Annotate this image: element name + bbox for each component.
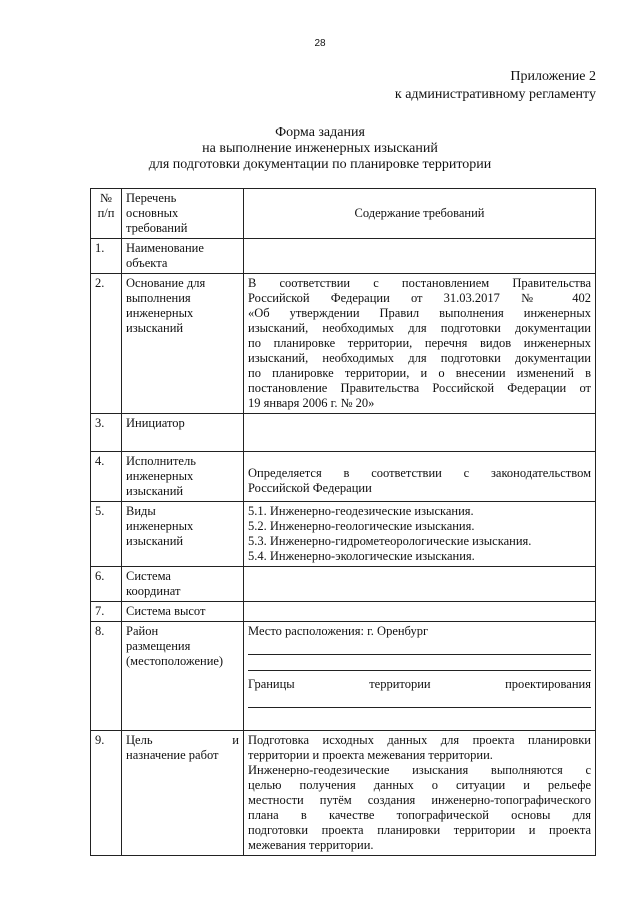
table-row (91, 239, 596, 274)
row-label-text: изысканий (126, 484, 184, 498)
content-line: 19 января 2006 г. № 20» (248, 396, 375, 410)
table-row (91, 602, 596, 622)
row-label-text: выполнения (126, 291, 191, 305)
row-label (122, 502, 244, 567)
row-num: 7. (91, 602, 122, 622)
row-label-text: размещения (126, 639, 191, 653)
row-label-text: координат (126, 584, 181, 598)
row-label-text: Инициатор (126, 416, 185, 430)
header-list-text: Перечень (126, 191, 177, 205)
row-label-text: инженерных (126, 469, 194, 483)
row-num: 2. (91, 274, 122, 414)
boundary-word: проектирования (505, 677, 591, 691)
row-num: 5. (91, 502, 122, 567)
row-label-text: изысканий (126, 321, 184, 335)
content-line: целью получения данных о ситуации и рельефе (248, 778, 591, 792)
content-line: территории и проекта межевания территории. (248, 748, 493, 762)
row-label-text: (местоположение) (126, 654, 224, 668)
row-content (244, 567, 596, 602)
list-item: 5.4. Инженерно-экологические изыскания. (248, 549, 475, 563)
appendix-line: Приложение 2 (510, 69, 596, 84)
content-line: по планировке территории, и о внесении изменений в (248, 366, 591, 380)
row-label-text (126, 733, 239, 748)
page-number: 28 (314, 38, 326, 49)
boundary-line (248, 677, 591, 692)
content-line: местности путём создания инженерно-топографического (248, 793, 591, 807)
content-line: Российской Федерации (248, 481, 372, 495)
row-label-text: Исполнитель (126, 454, 196, 468)
row-content (244, 731, 596, 856)
table-row (91, 731, 596, 856)
title-line: на выполнение инженерных изысканий (202, 141, 438, 156)
content-line: «Об утверждении Правил выполнения инженерных (248, 306, 591, 320)
row-content (244, 502, 596, 567)
location-text: Место расположения: г. Оренбург (248, 624, 429, 638)
header-num-text: п/п (97, 206, 115, 220)
content-line: В соответствии с постановлением Правительства (248, 276, 591, 290)
row-label-text: объекта (126, 256, 168, 270)
table-row (91, 567, 596, 602)
row-label-text: назначение работ (126, 748, 219, 762)
list-item: 5.3. Инженерно-гидрометеорологические изыскания. (248, 534, 532, 548)
table-row (91, 502, 596, 567)
row-content (244, 452, 596, 502)
header-content-cell: Содержание требований (244, 189, 596, 239)
row-label (122, 274, 244, 414)
row-label-text: Наименование (126, 241, 204, 255)
content-line: плана в качестве топографической основы для (248, 808, 591, 822)
row-label-text: Район (126, 624, 159, 638)
blank-line (248, 657, 591, 671)
row-label: Система высот (122, 602, 244, 622)
row-label-text: Основание для (126, 276, 206, 290)
content-line: изысканий, необходимых для подготовки документации (248, 321, 591, 335)
table-row (91, 452, 596, 502)
form-title (0, 125, 640, 173)
row-label-text: инженерных (126, 519, 194, 533)
title-line: для подготовки документации по планировке территории (148, 157, 492, 172)
boundary-word: Границы (248, 677, 295, 691)
header-list-text: основных (126, 206, 179, 220)
list-item: 5.2. Инженерно-геологические изыскания. (248, 519, 475, 533)
appendix-line: к административному регламенту (394, 87, 596, 102)
row-num: 3. (91, 414, 122, 452)
row-label (122, 452, 244, 502)
requirements-table (90, 188, 596, 856)
table-row (91, 622, 596, 731)
content-line: изысканий, необходимых для подготовки документации (248, 351, 591, 365)
row-label-text: Виды (126, 504, 156, 518)
row-num: 1. (91, 239, 122, 274)
row-content (244, 622, 596, 731)
row-num: 4. (91, 452, 122, 502)
header-num-cell (91, 189, 122, 239)
header-num-text: № (100, 191, 112, 205)
row-label (122, 414, 244, 452)
row-num: 6. (91, 567, 122, 602)
content-line: подготовки проекта планировки территории и проекта (248, 823, 591, 837)
row-label-text: изысканий (126, 534, 184, 548)
label-word: Цель (126, 733, 153, 747)
row-label-text: инженерных (126, 306, 194, 320)
title-line: Форма задания (275, 125, 365, 140)
table-header-row (91, 189, 596, 239)
row-num: 9. (91, 731, 122, 856)
header-list-text: требований (126, 221, 188, 235)
row-content (244, 414, 596, 452)
row-label-text: Система (126, 569, 171, 583)
label-word: и (232, 733, 239, 747)
content-line: Подготовка исходных данных для проекта планировки (248, 733, 591, 747)
list-item: 5.1. Инженерно-геодезические изыскания. (248, 504, 474, 518)
row-content (244, 602, 596, 622)
table-row (91, 414, 596, 452)
content-line: Российской Федерации от 31.03.2017 № 402 (248, 291, 591, 305)
blank-line (248, 641, 591, 655)
content-line: межевания территории. (248, 838, 374, 852)
boundary-word: территории (369, 677, 431, 691)
row-label (122, 239, 244, 274)
content-line: Определяется в соответствии с законодательством (248, 466, 591, 480)
content-line: Инженерно-геодезические изыскания выполняются с (248, 763, 591, 777)
row-label (122, 731, 244, 856)
table-row (91, 274, 596, 414)
row-num: 8. (91, 622, 122, 731)
row-label (122, 622, 244, 731)
row-content (244, 239, 596, 274)
row-content (244, 274, 596, 414)
blank-line (248, 694, 591, 708)
header-list-cell (122, 189, 244, 239)
content-line: по планировке территории, перечня видов инженерных (248, 336, 591, 350)
content-line: постановление Правительства Российской Федерации от (248, 381, 591, 395)
appendix-header (395, 68, 596, 104)
row-label (122, 567, 244, 602)
